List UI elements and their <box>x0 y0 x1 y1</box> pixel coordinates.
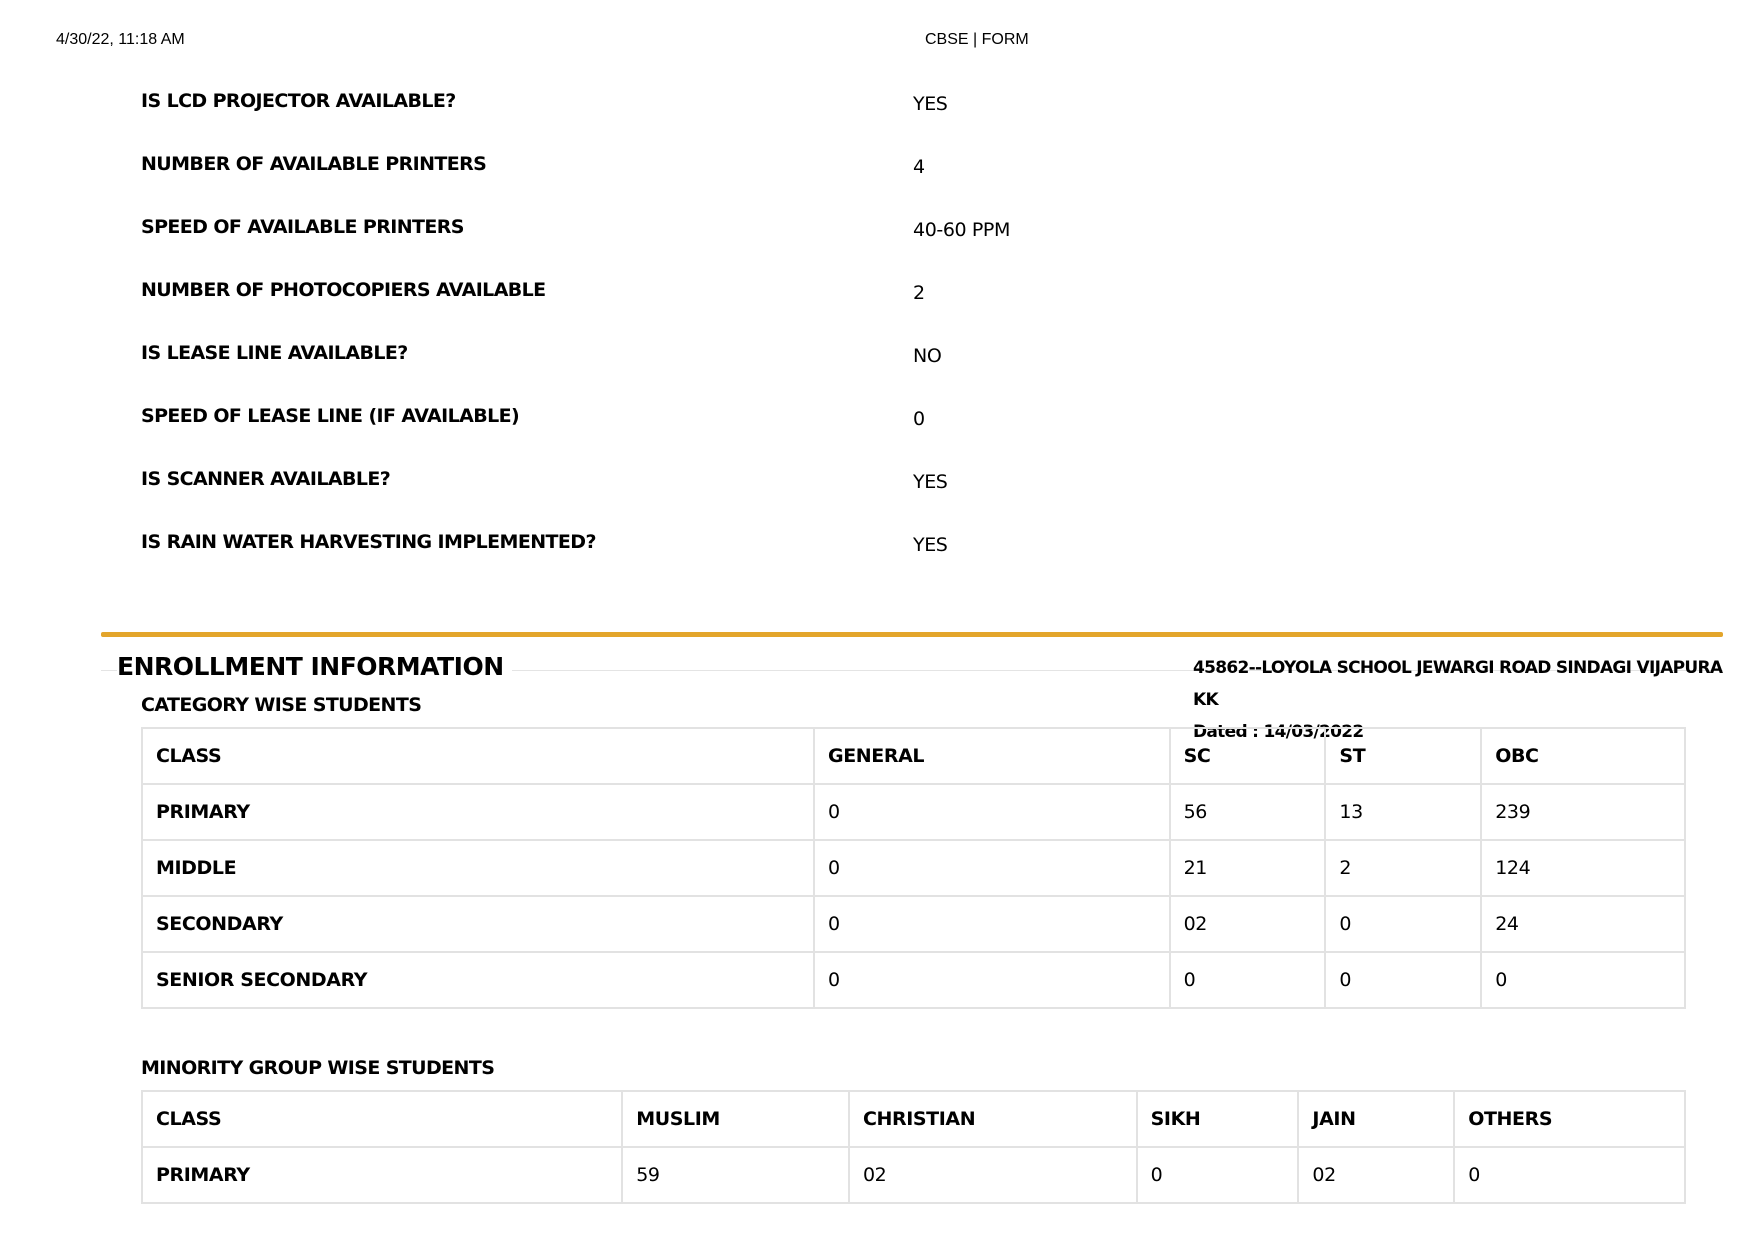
table-cell: 02 <box>1298 1147 1454 1203</box>
infrastructure-list <box>141 86 1641 590</box>
table-cell: 0 <box>1170 952 1326 1008</box>
infra-answer: 4 <box>913 156 925 178</box>
table-cell: 0 <box>814 784 1170 840</box>
header-cell: MUSLIM <box>622 1091 849 1147</box>
infra-answer: 40-60 PPM <box>913 219 1010 241</box>
table-header-row <box>142 728 1685 784</box>
infra-row-lease-line <box>141 338 1641 401</box>
infra-answer: 0 <box>913 408 925 430</box>
table-cell: 0 <box>1325 952 1481 1008</box>
table-row <box>142 952 1685 1008</box>
table-cell: 0 <box>814 840 1170 896</box>
dated: Dated : 14/03/2022 <box>1193 722 1364 742</box>
category-table <box>141 727 1686 1009</box>
infra-answer: YES <box>913 93 948 115</box>
table-cell: 59 <box>622 1147 849 1203</box>
header-cell: OBC <box>1481 728 1685 784</box>
infra-row-scanner <box>141 464 1641 527</box>
table-cell: 0 <box>1325 896 1481 952</box>
row-label: MIDDLE <box>142 840 814 896</box>
infra-row-printers <box>141 149 1641 212</box>
infra-question: IS LEASE LINE AVAILABLE? <box>141 342 408 364</box>
table-cell: 0 <box>1137 1147 1299 1203</box>
minority-table-title: MINORITY GROUP WISE STUDENTS <box>141 1057 495 1079</box>
infra-answer: NO <box>913 345 942 367</box>
print-title: CBSE | FORM <box>925 31 1029 48</box>
infra-question: NUMBER OF AVAILABLE PRINTERS <box>141 153 487 175</box>
table-cell: 2 <box>1325 840 1481 896</box>
infra-row-printer-speed <box>141 212 1641 275</box>
header-cell: CLASS <box>142 1091 622 1147</box>
header-cell: OTHERS <box>1454 1091 1685 1147</box>
section-title: ENROLLMENT INFORMATION <box>117 652 512 681</box>
table-row <box>142 1147 1685 1203</box>
table-cell: 21 <box>1170 840 1326 896</box>
infra-question: SPEED OF LEASE LINE (IF AVAILABLE) <box>141 405 520 427</box>
infra-question: SPEED OF AVAILABLE PRINTERS <box>141 216 464 238</box>
table-cell: 56 <box>1170 784 1326 840</box>
row-label: PRIMARY <box>142 784 814 840</box>
table-cell: 124 <box>1481 840 1685 896</box>
school-name: 45862--LOYOLA SCHOOL JEWARGI ROAD SINDAGI VIJAPURA KK <box>1193 658 1723 710</box>
table-cell: 0 <box>814 896 1170 952</box>
header-cell: JAIN <box>1298 1091 1454 1147</box>
infra-answer: 2 <box>913 282 925 304</box>
infra-row-photocopiers <box>141 275 1641 338</box>
table-cell: 239 <box>1481 784 1685 840</box>
header-cell: SC <box>1170 728 1326 784</box>
table-cell: 02 <box>849 1147 1137 1203</box>
minority-table <box>141 1090 1686 1204</box>
print-datetime: 4/30/22, 11:18 AM <box>56 31 185 48</box>
table-cell: 0 <box>1481 952 1685 1008</box>
infra-question: NUMBER OF PHOTOCOPIERS AVAILABLE <box>141 279 546 301</box>
category-table-title: CATEGORY WISE STUDENTS <box>141 694 422 716</box>
table-cell: 0 <box>1454 1147 1685 1203</box>
infra-question: IS LCD PROJECTOR AVAILABLE? <box>141 90 456 112</box>
header-cell: GENERAL <box>814 728 1170 784</box>
header-cell: ST <box>1325 728 1481 784</box>
infra-answer: YES <box>913 471 948 493</box>
infra-question: IS SCANNER AVAILABLE? <box>141 468 391 490</box>
header-cell: CLASS <box>142 728 814 784</box>
table-cell: 0 <box>814 952 1170 1008</box>
header-cell: CHRISTIAN <box>849 1091 1137 1147</box>
print-header <box>56 31 1696 51</box>
table-row <box>142 896 1685 952</box>
header-cell: SIKH <box>1137 1091 1299 1147</box>
infra-row-lease-line-speed <box>141 401 1641 464</box>
table-row <box>142 840 1685 896</box>
table-cell: 24 <box>1481 896 1685 952</box>
row-label: SECONDARY <box>142 896 814 952</box>
infra-row-rain-water <box>141 527 1641 590</box>
table-row <box>142 784 1685 840</box>
infra-answer: YES <box>913 534 948 556</box>
table-cell: 13 <box>1325 784 1481 840</box>
table-header-row <box>142 1091 1685 1147</box>
row-label: PRIMARY <box>142 1147 622 1203</box>
infra-row-lcd-projector <box>141 86 1641 149</box>
table-cell: 02 <box>1170 896 1326 952</box>
row-label: SENIOR SECONDARY <box>142 952 814 1008</box>
infra-question: IS RAIN WATER HARVESTING IMPLEMENTED? <box>141 531 596 553</box>
section-accent-bar <box>101 632 1723 637</box>
